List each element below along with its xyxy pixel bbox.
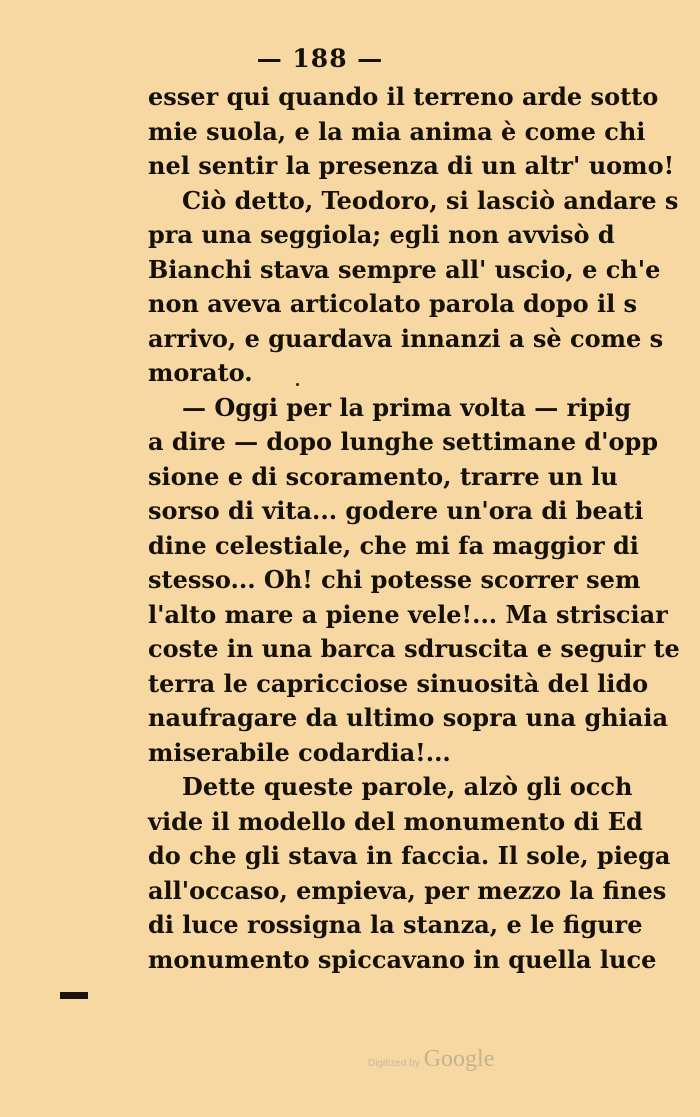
- text-line: all'occaso, empieva, per mezzo la fines: [148, 875, 667, 905]
- text-line: morato.: [148, 358, 253, 387]
- text-line: naufragare da ultimo sopra una ghiaia: [148, 703, 669, 732]
- text-line: monumento spiccavano in quella luce: [148, 944, 657, 974]
- google-logo: Google: [423, 1046, 495, 1072]
- text-line: stesso... Oh! chi potesse scorrer sem: [148, 565, 641, 594]
- text-line: non aveva articolato parola dopo il s: [148, 289, 638, 318]
- text-line: a dire — dopo lunghe settimane d'opp: [148, 427, 659, 456]
- text-line: — Oggi per la prima volta — ripig: [182, 392, 632, 422]
- text-line: pra una seggiola; egli non avvisò d: [148, 220, 615, 249]
- text-line: arrivo, e guardava innanzi a sè come s: [148, 323, 664, 353]
- text-line: do che gli stava in faccia. Il sole, piega: [148, 841, 671, 870]
- text-line: vide il modello del monumento di Ed: [148, 806, 643, 836]
- text-line: Bianchi stava sempre all' uscio, e ch'e: [148, 254, 661, 284]
- text-line: esser qui quando il terreno arde sotto: [148, 82, 659, 111]
- page-number: — 188 —: [256, 44, 384, 73]
- text-line: miserabile codardia!...: [148, 737, 451, 767]
- digitized-by-label: Digitized by: [368, 1058, 420, 1069]
- text-line: l'alto mare a piene vele!... Ma strisciar: [148, 599, 668, 629]
- text-line: dine celestiale, che mi fa maggior di: [148, 530, 639, 560]
- text-line: Ciò detto, Teodoro, si lasciò andare s: [182, 185, 679, 215]
- text-line: sorso di vita... godere un'ora di beati: [148, 496, 644, 525]
- text-line: Dette queste parole, alzò gli occh: [182, 772, 633, 801]
- text-line: di luce rossigna la stanza, e le figure: [148, 910, 643, 939]
- scan-artifact-mark: [60, 992, 88, 999]
- text-line: coste in una barca sdruscita e seguir te: [148, 634, 680, 663]
- text-line: mie suola, e la mia anima è come chi: [148, 116, 646, 146]
- scan-speck: [296, 383, 299, 386]
- text-line: nel sentir la presenza di un altr' uomo!: [148, 151, 675, 180]
- body-text: [148, 80, 700, 977]
- text-line: sione e di scoramento, trarre un lu: [148, 461, 618, 491]
- digitized-watermark: [368, 1046, 494, 1073]
- text-line: terra le capricciose sinuosità del lido: [148, 668, 649, 698]
